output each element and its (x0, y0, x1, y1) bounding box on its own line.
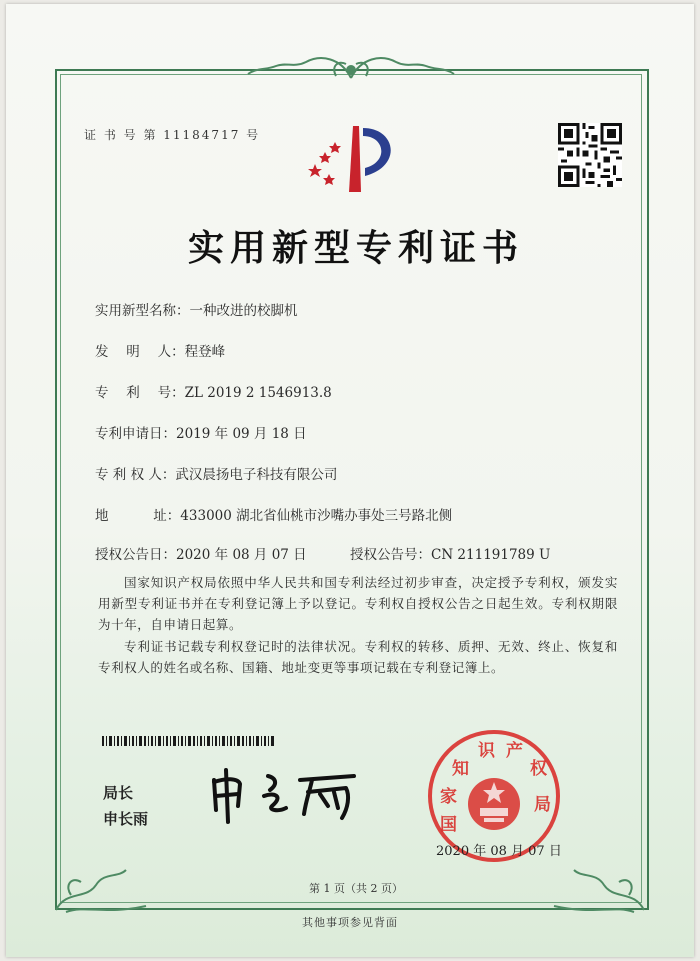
seal-date: 2020 年 08 月 07 日 (436, 844, 562, 859)
legal-status-statement: 专利证书记载专利权登记时的法律状况。专利权的转移、质押、无效、终止、恢复和专利权人的姓名或名称、国籍、地址变更等事项记载在专利登记簿上。 (98, 639, 618, 675)
svg-text:知: 知 (452, 759, 469, 779)
field-label: 专 利 权 人： (95, 467, 176, 483)
svg-text:国: 国 (440, 815, 457, 835)
field-announcement-number (350, 543, 550, 563)
field-inventor (95, 340, 225, 360)
field-value: 程登峰 (184, 344, 226, 360)
qr-code (558, 123, 622, 187)
field-patent-number (95, 381, 332, 401)
field-value: 433000 湖北省仙桃市沙嘴办事处三号路北侧 (180, 508, 453, 524)
field-label: 发 明 人： (95, 344, 185, 360)
field-application-date (95, 422, 307, 442)
field-utility-model-name (95, 299, 298, 319)
field-value: 一种改进的校脚机 (189, 303, 298, 319)
field-label: 授权公告日： (95, 547, 176, 563)
certificate-sheet (6, 4, 694, 957)
svg-text:产: 产 (506, 741, 523, 761)
field-patentee (95, 463, 337, 483)
field-value: 武汉晨扬电子科技有限公司 (175, 467, 338, 483)
footer-note: 其他事项参见背面 (302, 916, 398, 929)
svg-text:家: 家 (440, 787, 457, 807)
field-label: 实用新型名称： (95, 303, 190, 319)
barcode (102, 736, 274, 746)
top-ornament (246, 48, 456, 84)
field-address (95, 504, 452, 524)
field-value: ZL 2019 2 1546913.8 (184, 385, 332, 401)
svg-text:权: 权 (530, 759, 547, 779)
svg-text:局: 局 (534, 795, 551, 815)
certificate-title: 实用新型专利证书 (187, 227, 524, 269)
field-label: 授权公告号： (350, 547, 431, 563)
field-value: 2019 年 09 月 18 日 (176, 426, 307, 442)
field-label: 专利申请日： (95, 426, 176, 442)
field-value: CN 211191789 U (431, 547, 551, 563)
grant-statement: 国家知识产权局依照中华人民共和国专利法经过初步审查，决定授予专利权，颁发实用新型专利证书并在专利登记簿上予以登记。专利权自授权公告之日起生效。专利权期限为十年，自申请日起算。 (98, 575, 618, 632)
page-number: 第 1 页（共 2 页） (309, 882, 403, 895)
patent-office-logo (301, 116, 411, 196)
svg-text:识: 识 (478, 741, 495, 761)
field-value: 2020 年 08 月 07 日 (176, 547, 307, 563)
field-label: 地 址： (95, 508, 181, 524)
field-label: 专 利 号： (95, 385, 185, 401)
signatory-name: 申长雨 (103, 810, 149, 828)
signatory-role: 局长 (103, 784, 134, 802)
field-grant-date (95, 543, 307, 563)
handwritten-signature (208, 766, 358, 826)
certificate-number: 证 书 号 第 11184717 号 (84, 128, 261, 142)
